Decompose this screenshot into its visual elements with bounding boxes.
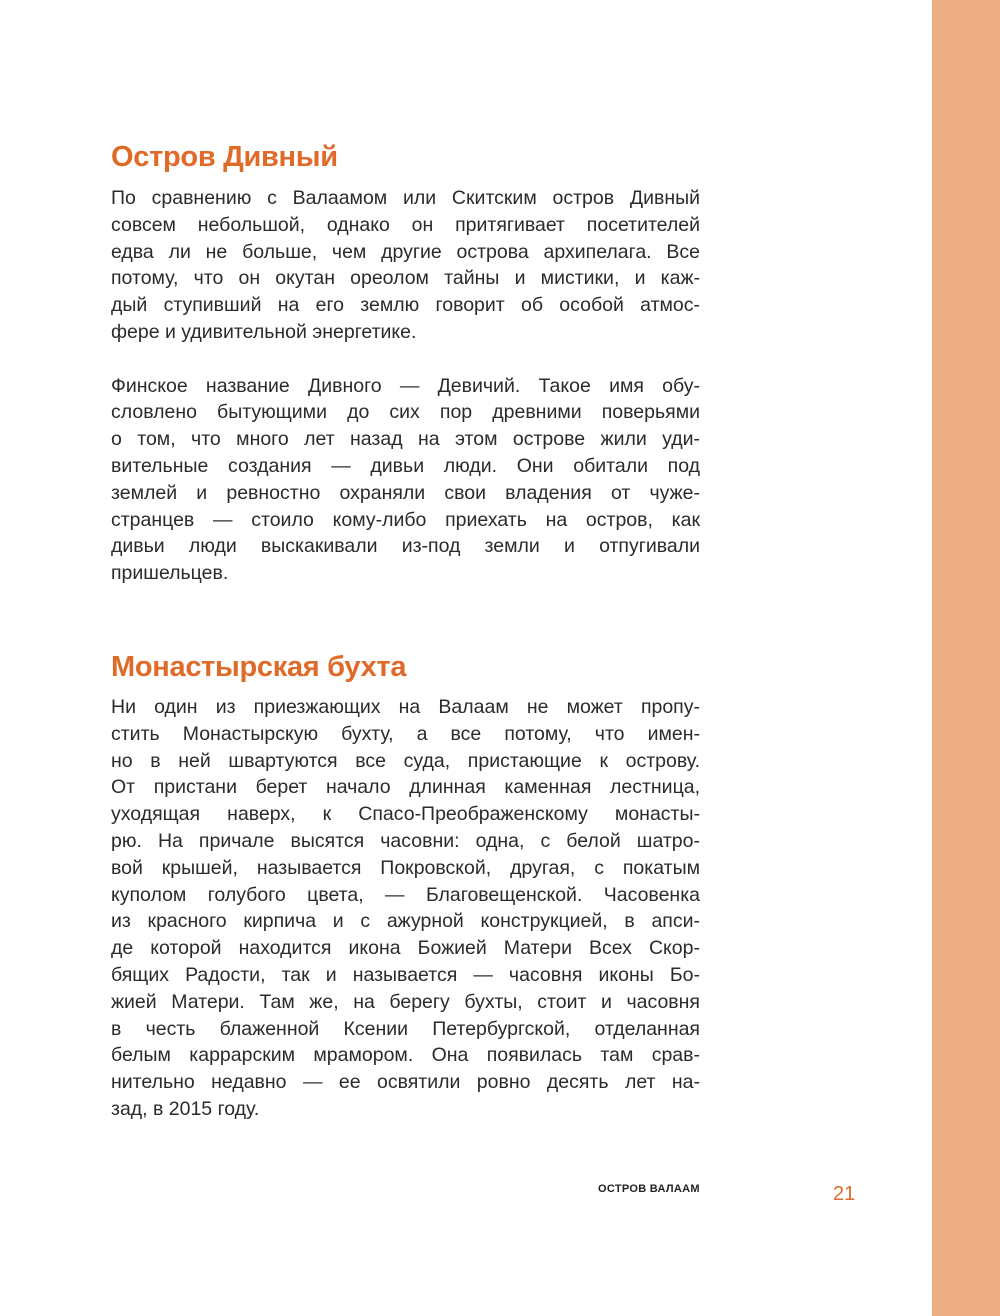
text-line: потому, что он окутан ореолом тайны и мистики, и каж- xyxy=(111,267,700,290)
text-line: вой крышей, называется Покровской, другая, с покатым xyxy=(111,856,700,879)
text-line: пришельцев. xyxy=(111,562,229,585)
text-line: куполом голубого цвета, — Благовещенской. Часовенка xyxy=(111,883,700,906)
text-line: о том, что много лет назад на этом острове жили уди- xyxy=(111,428,700,451)
text-line: стить Монастырскую бухту, а все потому, что имен- xyxy=(111,722,700,745)
text-line: вительные создания — дивьи люди. Они обитали под xyxy=(111,454,700,477)
text-line: словлено бытующими до сих пор древними поверьями xyxy=(111,401,700,424)
decorative-side-band xyxy=(932,0,1000,1316)
text-line: жией Матери. Там же, на берегу бухты, стоит и часовня xyxy=(111,990,700,1013)
section-monastyrskaya-bukhta xyxy=(111,649,700,1123)
text-line: бящих Радости, так и называется — часовня иконы Бо- xyxy=(111,963,700,986)
running-title: ОСТРОВ ВАЛААМ xyxy=(598,1183,700,1195)
text-line: Финское название Дивного — Девичий. Такое имя обу- xyxy=(111,374,700,397)
text-line: зад, в 2015 году. xyxy=(111,1097,260,1120)
text-line: Ни один из приезжающих на Валаам не может пропу- xyxy=(111,696,700,718)
text-line: По сравнению с Валаамом или Скитским остров Дивный xyxy=(111,187,700,209)
page-number: 21 xyxy=(833,1183,856,1205)
section-heading: Остров Дивный xyxy=(111,141,338,173)
text-line: землей и ревностно охраняли свои владения от чуже- xyxy=(111,481,700,504)
section-heading: Монастырская бухта xyxy=(111,651,407,683)
text-line: нительно недавно — ее освятили ровно десять лет на- xyxy=(111,1071,700,1094)
text-line: совсем небольшой, однако он притягивает посетителей xyxy=(111,213,700,236)
text-line: От пристани берет начало длинная каменная лестница, xyxy=(111,776,700,799)
text-line: из красного кирпича и с ажурной конструкцией, в апси- xyxy=(111,910,700,933)
text-line: белым каррарским мрамором. Она появилась там срав- xyxy=(111,1044,700,1067)
text-line: в честь блаженной Ксении Петербургской, отделанная xyxy=(111,1017,700,1040)
section-ostrov-divny xyxy=(111,139,700,587)
text-line: фере и удивительной энергетике. xyxy=(111,320,417,343)
paragraph xyxy=(111,373,700,587)
text-line: де которой находится икона Божией Матери Всех Скор- xyxy=(111,937,700,960)
text-line: дый ступивший на его землю говорит об особой атмос- xyxy=(111,294,700,317)
text-line: дивьи люди выскакивали из-под земли и отпугивали xyxy=(111,535,700,558)
paragraph xyxy=(111,185,700,346)
text-line: рю. На причале высятся часовни: одна, с белой шатро- xyxy=(111,829,700,852)
text-line: едва ли не больше, чем другие острова архипелага. Все xyxy=(111,240,700,263)
text-line: но в ней швартуются все суда, пристающие к острову. xyxy=(111,749,700,772)
paragraph xyxy=(111,694,700,1123)
text-line: странцев — стоило кому-либо приехать на остров, как xyxy=(111,508,700,531)
text-line: уходящая наверх, к Спасо-Преображенскому монасты- xyxy=(111,803,700,826)
